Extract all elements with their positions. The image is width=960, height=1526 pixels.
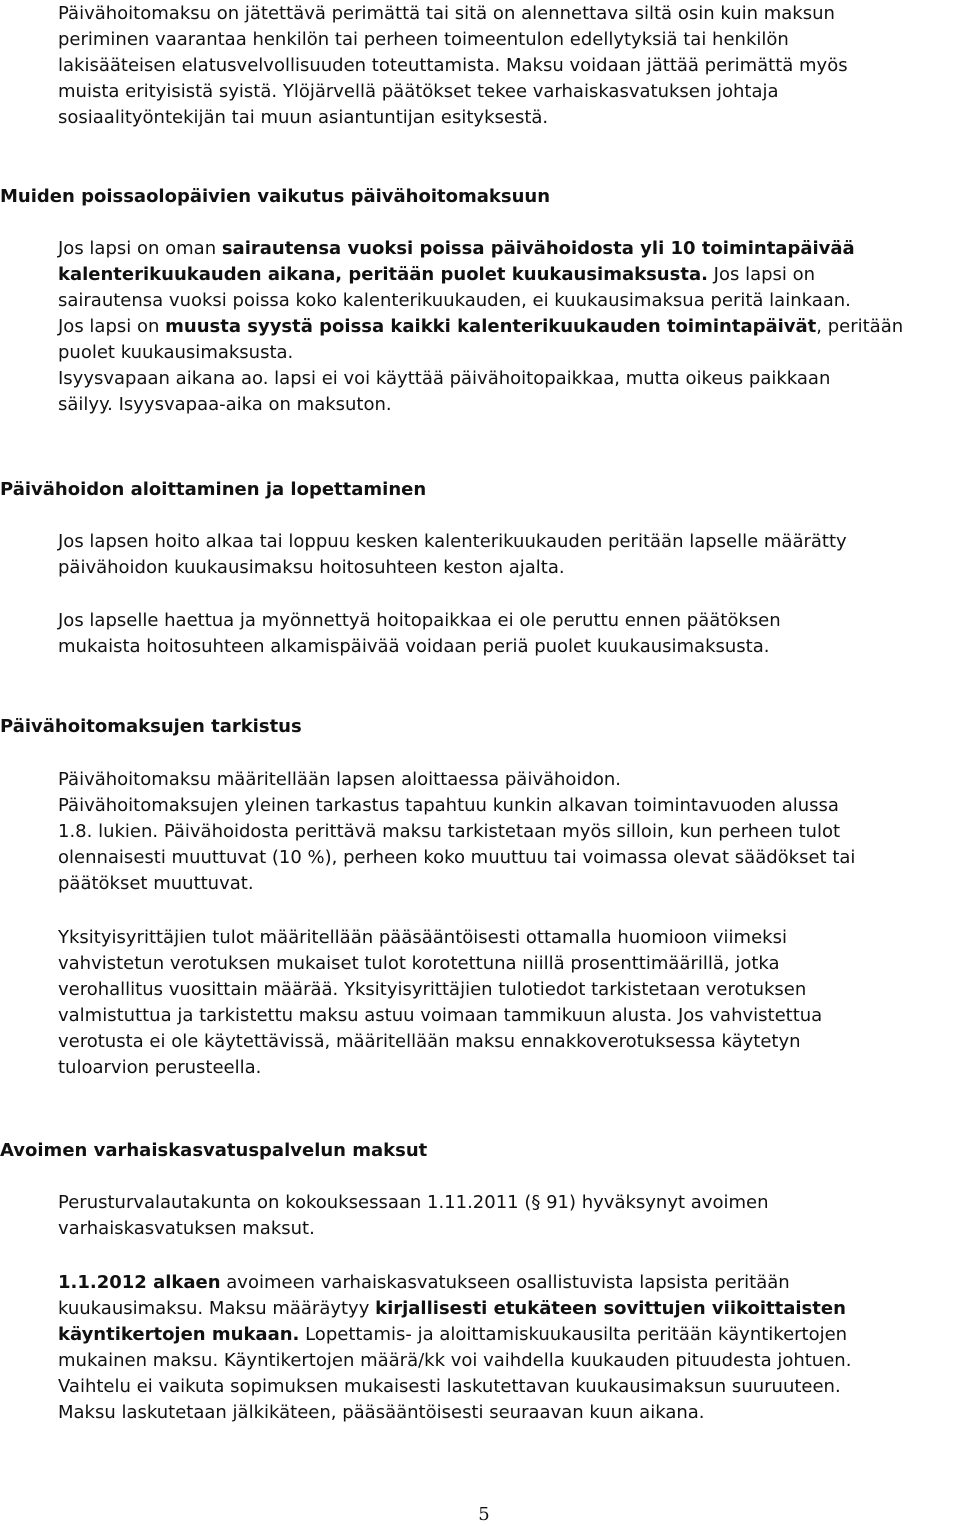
text-line: verohallitus vuosittain määrää. Yksityisyrittäjien tulotiedot tarkistetaan verotuksen — [58, 979, 807, 1000]
section-heading-start-end: Päivähoidon aloittaminen ja lopettaminen — [0, 479, 427, 500]
text-line: Perusturvalautakunta on kokouksessaan 1.11.2011 (§ 91) hyväksynyt avoimen — [58, 1192, 769, 1213]
text-run: kuukausimaksu. Maksu määräytyy — [58, 1298, 376, 1319]
text-line: mukaista hoitosuhteen alkamispäivää voidaan periä puolet kuukausimaksusta. — [58, 636, 770, 657]
text-run: Lopettamis- ja aloittamiskuukausilta peritään käyntikertojen — [299, 1324, 848, 1345]
start-end-paragraph-1 — [58, 529, 847, 581]
bold-text-run: 1.1.2012 alkaen — [58, 1272, 221, 1293]
text-line: olennaisesti muuttuvat (10 %), perheen koko muuttuu tai voimassa olevat säädökset tai — [58, 847, 856, 868]
open-services-paragraph-1 — [58, 1190, 768, 1242]
text-line: valmistuttua ja tarkistettu maksu astuu voimaan tammikuun alusta. Jos vahvistettua — [58, 1005, 823, 1026]
text-line: periminen vaarantaa henkilön tai perheen toimeentulon edellytyksiä tai henkilön — [58, 29, 789, 50]
bold-text-run: kirjallisesti etukäteen sovittujen viikoittaisten — [375, 1298, 846, 1319]
text-line: Päivähoitomaksujen yleinen tarkastus tapahtuu kunkin alkavan toimintavuoden alussa — [58, 795, 839, 816]
text-run: Jos lapsi on oman — [58, 238, 222, 259]
review-paragraph-1 — [58, 767, 855, 897]
text-line: päivähoidon kuukausimaksu hoitosuhteen keston ajalta. — [58, 557, 565, 578]
text-run: Jos lapsi on — [707, 264, 816, 285]
text-line: Jos lapsen hoito alkaa tai loppuu kesken kalenterikuukauden peritään lapselle määrätty — [58, 531, 847, 552]
bold-text-run: muusta syystä poissa kaikki kalenterikuukauden toimintapäivät — [165, 316, 817, 337]
text-run: avoimeen varhaiskasvatukseen osallistuvista lapsista peritään — [220, 1272, 790, 1293]
section-heading-absence: Muiden poissaolopäivien vaikutus päivähoitomaksuun — [0, 186, 551, 207]
text-line: säilyy. Isyysvapaa-aika on maksuton. — [58, 394, 392, 415]
text-line: Jos lapselle haettua ja myönnettyä hoitopaikkaa ei ole peruttu ennen päätöksen — [58, 610, 781, 631]
absence-paragraph — [58, 236, 903, 418]
section-heading-review: Päivähoitomaksujen tarkistus — [0, 716, 302, 737]
text-line — [58, 236, 903, 262]
text-line: päätökset muuttuvat. — [58, 873, 254, 894]
bold-text-run: käyntikertojen mukaan. — [58, 1324, 300, 1345]
text-line: Päivähoitomaksu on jätettävä perimättä tai sitä on alennettava siltä osin kuin maksun — [58, 3, 835, 24]
open-services-paragraph-2 — [58, 1270, 851, 1426]
text-line: varhaiskasvatuksen maksut. — [58, 1218, 315, 1239]
text-line: sosiaalityöntekijän tai muun asiantuntijan esityksestä. — [58, 107, 549, 128]
start-end-paragraph-2 — [58, 608, 781, 660]
bold-text-run: kalenterikuukauden aikana, peritään puolet kuukausimaksusta. — [58, 264, 708, 285]
text-line: muista erityisistä syistä. Ylöjärvellä päätökset tekee varhaiskasvatuksen johtaja — [58, 81, 779, 102]
text-line — [58, 1322, 851, 1348]
text-line: Maksu laskutetaan jälkikäteen, pääsääntöisesti seuraavan kuun aikana. — [58, 1402, 705, 1423]
text-line — [58, 262, 903, 288]
text-line: sairautensa vuoksi poissa koko kalenterikuukauden, ei kuukausimaksua peritä lainkaan. — [58, 290, 851, 311]
section-heading-open-services: Avoimen varhaiskasvatuspalvelun maksut — [0, 1140, 428, 1161]
text-line: Isyysvapaan aikana ao. lapsi ei voi käyttää päivähoitopaikkaa, mutta oikeus paikkaan — [58, 368, 831, 389]
text-line: Vaihtelu ei vaikuta sopimuksen mukaisesti laskutettavan kuukausimaksun suuruuteen. — [58, 1376, 841, 1397]
text-line: tuloarvion perusteella. — [58, 1057, 262, 1078]
text-line: lakisääteisen elatusvelvollisuuden toteuttamista. Maksu voidaan jättää perimättä myös — [58, 55, 848, 76]
text-line: puolet kuukausimaksusta. — [58, 342, 294, 363]
text-line — [58, 314, 903, 340]
text-line: mukainen maksu. Käyntikertojen määrä/kk voi vaihdella kuukauden pituudesta johtuen. — [58, 1350, 852, 1371]
intro-paragraph — [58, 1, 848, 131]
page-number: 5 — [478, 1504, 490, 1525]
text-line: vahvistetun verotuksen mukaiset tulot korotettuna niillä prosenttimäärillä, jotka — [58, 953, 780, 974]
text-line: verotusta ei ole käytettävissä, määritellään maksu ennakkoverotuksessa käytetyn — [58, 1031, 801, 1052]
text-line — [58, 1270, 851, 1296]
text-run: Jos lapsi on — [58, 316, 166, 337]
text-line: Päivähoitomaksu määritellään lapsen aloittaessa päivähoidon. — [58, 769, 622, 790]
review-paragraph-2 — [58, 925, 822, 1081]
text-line: Yksityisyrittäjien tulot määritellään pääsääntöisesti ottamalla huomioon viimeksi — [58, 927, 787, 948]
text-line: 1.8. lukien. Päivähoidosta perittävä maksu tarkistetaan myös silloin, kun perheen tulot — [58, 821, 841, 842]
text-run: , peritään — [816, 316, 904, 337]
text-line — [58, 1296, 851, 1322]
bold-text-run: sairautensa vuoksi poissa päivähoidosta yli 10 toimintapäivää — [221, 238, 855, 259]
